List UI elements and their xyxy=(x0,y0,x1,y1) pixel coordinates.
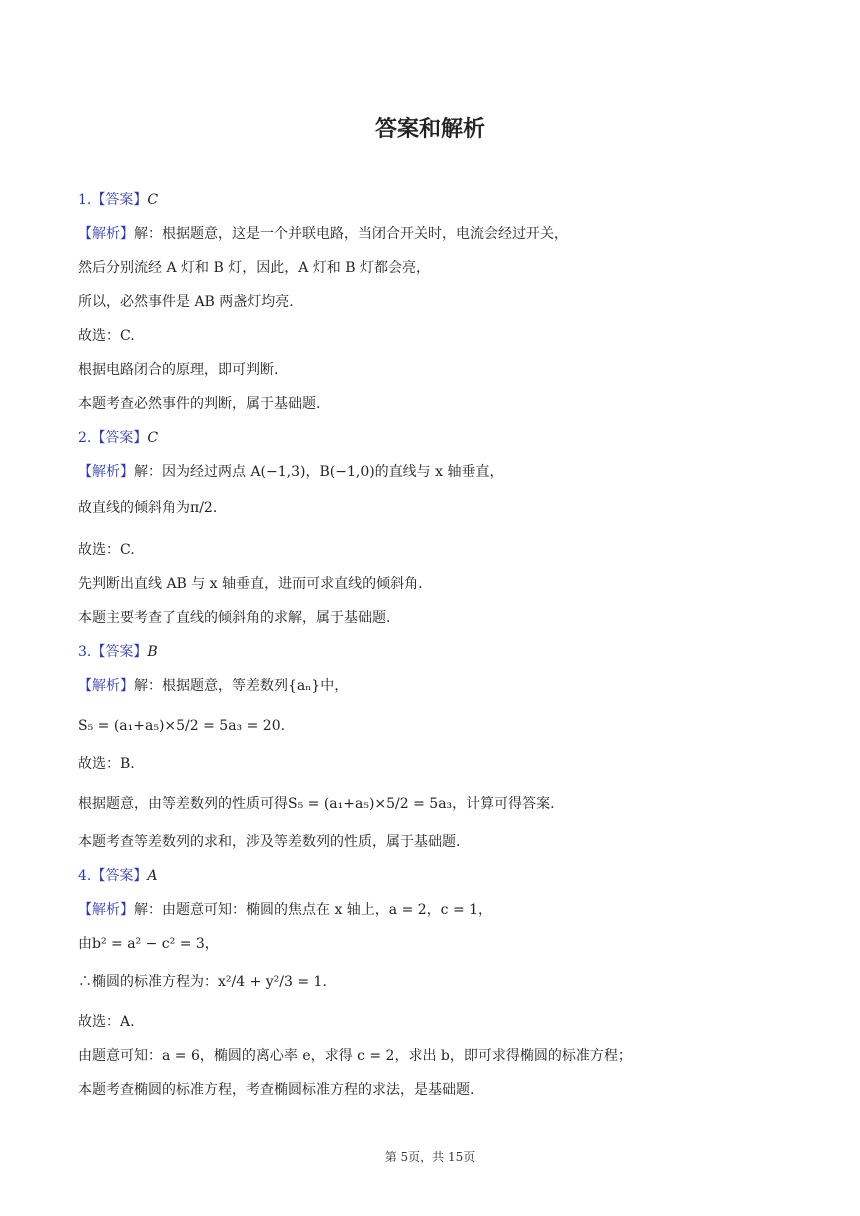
page-footer: 第 5页，共 15页 xyxy=(384,1150,476,1164)
item-4-answer-line xyxy=(78,866,157,886)
answer-value: A xyxy=(147,868,158,884)
item-4-line-6: 本题考查椭圆的标准方程，考查椭圆标准方程的求法，是基础题. xyxy=(78,1082,475,1098)
analysis-label: 【解析】 xyxy=(78,464,134,480)
item-1-line-5: 根据电路闭合的原理，即可判断. xyxy=(78,362,279,378)
item-2-line-3: 故选：C. xyxy=(78,542,135,558)
item-4-line-3: ∴椭圆的标准方程为：x²/4 + y²/3 = 1. xyxy=(78,974,327,990)
analysis-text: 解：根据题意，等差数列{aₙ}中， xyxy=(134,678,349,694)
item-number: 1. xyxy=(78,192,92,208)
answer-label: 【答案】 xyxy=(91,192,148,208)
analysis-label: 【解析】 xyxy=(78,678,134,694)
item-1-line-3: 所以，必然事件是 AB 两盏灯均亮. xyxy=(78,294,294,310)
item-3-line-3: 故选：B. xyxy=(78,756,135,772)
answer-value: B xyxy=(147,644,158,660)
item-4-analysis-line xyxy=(78,900,492,920)
answer-label: 【答案】 xyxy=(91,868,148,884)
analysis-label: 【解析】 xyxy=(78,226,134,242)
answer-value: C xyxy=(147,192,159,208)
analysis-label: 【解析】 xyxy=(78,902,134,918)
item-2-analysis-line xyxy=(78,462,503,482)
item-3-line-2: S₅ = (a₁+a₅)×5/2 = 5a₃ = 20. xyxy=(78,718,286,734)
item-1-line-4: 故选：C. xyxy=(78,328,135,344)
answer-label: 【答案】 xyxy=(91,644,148,660)
item-4-line-2: 由b² = a² − c² = 3， xyxy=(78,936,219,952)
item-1-answer-line xyxy=(78,190,158,210)
item-2-line-2: 故直线的倾斜角为π/2. xyxy=(78,500,218,516)
item-2-line-4: 先判断出直线 AB 与 x 轴垂直，进而可求直线的倾斜角. xyxy=(78,576,423,592)
answer-label: 【答案】 xyxy=(91,430,148,446)
item-3-answer-line xyxy=(78,642,158,662)
item-4-line-5: 由题意可知：a = 6，椭圆的离心率 e，求得 c = 2，求出 b，即可求得椭圆的标准方程； xyxy=(78,1048,632,1064)
answer-value: C xyxy=(147,430,159,446)
item-4-line-4: 故选：A. xyxy=(78,1014,135,1030)
item-2-answer-line xyxy=(78,428,158,448)
page-title: 答案和解析 xyxy=(374,117,485,142)
item-2-line-5: 本题主要考查了直线的倾斜角的求解，属于基础题. xyxy=(78,610,391,626)
item-number: 4. xyxy=(78,868,92,884)
item-1-analysis-line xyxy=(78,224,568,244)
item-number: 3. xyxy=(78,644,92,660)
item-1-line-6: 本题考查必然事件的判断，属于基础题. xyxy=(78,396,321,412)
item-number: 2. xyxy=(78,430,92,446)
analysis-text: 解：因为经过两点 A(−1,3)，B(−1,0)的直线与 x 轴垂直， xyxy=(134,464,504,480)
item-3-line-4: 根据题意，由等差数列的性质可得S₅ = (a₁+a₅)×5/2 = 5a₃，计算可得答案. xyxy=(78,796,555,812)
analysis-text: 解：由题意可知：椭圆的焦点在 x 轴上，a = 2，c = 1， xyxy=(134,902,493,918)
item-3-line-5: 本题考查等差数列的求和，涉及等差数列的性质，属于基础题. xyxy=(78,834,461,850)
analysis-text: 解：根据题意，这是一个并联电路，当闭合开关时，电流会经过开关， xyxy=(134,226,568,242)
item-1-line-2: 然后分别流经 A 灯和 B 灯，因此，A 灯和 B 灯都会亮， xyxy=(78,260,430,276)
item-3-analysis-line xyxy=(78,676,348,696)
